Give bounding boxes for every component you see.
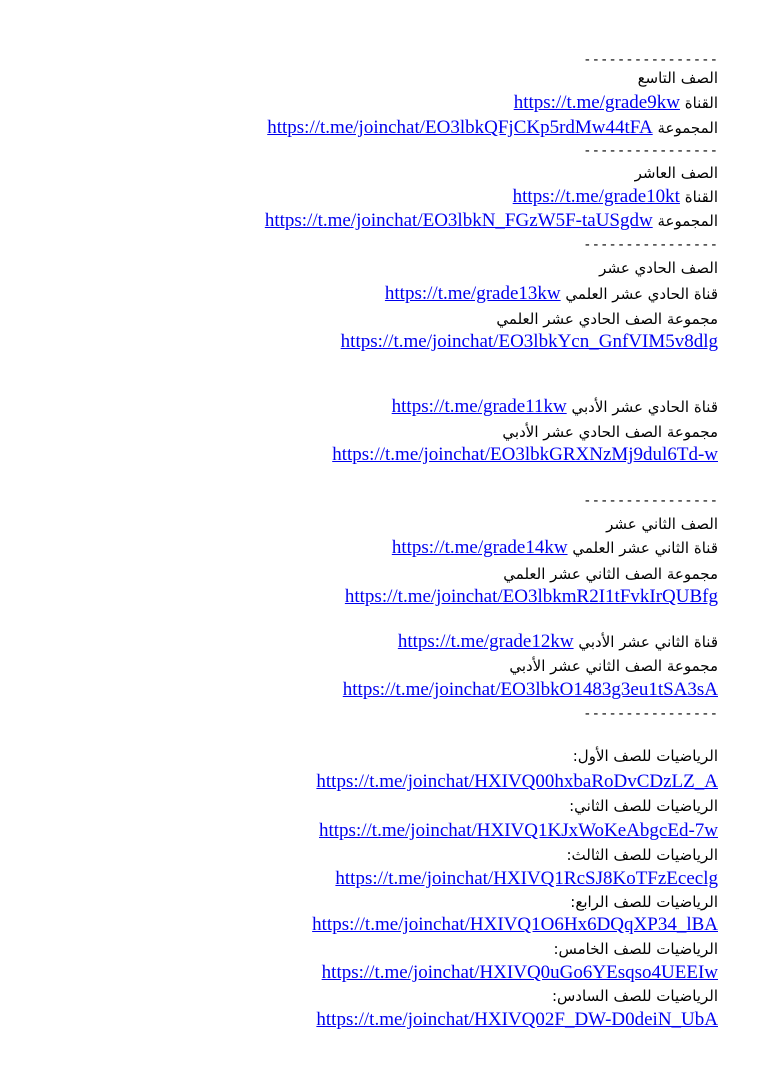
grade9-group-link[interactable]: https://t.me/joinchat/EO3lbkQFjCKp5rdMw44tFA xyxy=(267,117,653,138)
grade12-sci-channel-line xyxy=(392,538,718,558)
math-grade6-link[interactable]: https://t.me/joinchat/HXIVQ02F_DW-D0deiN_UbA xyxy=(316,1009,718,1030)
grade12-lit-channel-line xyxy=(398,632,718,652)
math-grade1-link[interactable]: https://t.me/joinchat/HXIVQ00hxbaRoDvCDzLZ_A xyxy=(316,771,718,792)
grade10-group-line xyxy=(265,211,718,231)
separator: ---------------- xyxy=(583,143,718,159)
math-grade1-label: الرياضيات للصف الأول: xyxy=(572,747,718,765)
math-grade3-link[interactable]: https://t.me/joinchat/HXIVQ1RcSJ8KoTFzEceclg xyxy=(335,868,718,889)
grade9-channel-link[interactable]: https://t.me/grade9kw xyxy=(513,92,680,113)
math-grade1-line xyxy=(316,771,718,793)
separator: ---------------- xyxy=(583,706,718,722)
grade9-channel-label: القناة xyxy=(684,94,718,112)
separator: ---------------- xyxy=(583,493,718,509)
grade9-group-line xyxy=(267,118,718,138)
grade11-sci-channel-link[interactable]: https://t.me/grade13kw xyxy=(384,283,561,304)
math-grade6-label: الرياضيات للصف السادس: xyxy=(551,987,718,1005)
grade12-lit-channel-label: قناة الثاني عشر الأدبي xyxy=(578,633,718,651)
grade10-channel-line xyxy=(513,187,718,207)
grade11-lit-group-label: مجموعة الصف الحادي عشر الأدبي xyxy=(502,423,718,441)
grade11-sci-channel-label: قناة الحادي عشر العلمي xyxy=(565,285,718,303)
math-grade5-label: الرياضيات للصف الخامس: xyxy=(553,940,718,958)
math-grade4-label: الرياضيات للصف الرابع: xyxy=(570,893,718,911)
grade11-sci-channel-line xyxy=(385,284,718,304)
grade9-channel-line xyxy=(514,93,718,113)
grade11-title: الصف الحادي عشر xyxy=(599,259,718,277)
grade12-title: الصف الثاني عشر xyxy=(606,515,718,533)
math-grade5-line xyxy=(322,962,718,984)
grade11-sci-group-link[interactable]: https://t.me/joinchat/EO3lbkYcn_GnfVIM5v8dlg xyxy=(340,331,718,352)
grade12-lit-channel-link[interactable]: https://t.me/grade12kw xyxy=(397,631,574,652)
grade11-sci-group-line xyxy=(341,331,718,353)
grade11-lit-channel-label: قناة الحادي عشر الأدبي xyxy=(571,398,718,416)
grade11-lit-group-line xyxy=(332,444,718,466)
grade9-title: الصف التاسع xyxy=(637,69,718,87)
grade12-lit-group-label: مجموعة الصف الثاني عشر الأدبي xyxy=(509,657,718,675)
grade10-group-label: المجموعة xyxy=(657,212,718,230)
grade12-sci-group-link[interactable]: https://t.me/joinchat/EO3lbkmR2I1tFvkIrQUBfg xyxy=(344,586,718,607)
math-grade3-line xyxy=(335,868,718,890)
math-grade5-link[interactable]: https://t.me/joinchat/HXIVQ0uGo6YEsqso4UEEIw xyxy=(321,962,718,983)
grade11-lit-group-link[interactable]: https://t.me/joinchat/EO3lbkGRXNzMj9dul6Td-w xyxy=(332,444,718,465)
grade12-sci-group-line xyxy=(345,586,718,608)
math-grade2-line xyxy=(319,820,718,842)
separator: ---------------- xyxy=(583,52,718,68)
grade11-sci-group-label: مجموعة الصف الحادي عشر العلمي xyxy=(496,310,718,328)
grade10-group-link[interactable]: https://t.me/joinchat/EO3lbkN_FGzW5F-taUSgdw xyxy=(264,210,653,231)
grade11-lit-channel-link[interactable]: https://t.me/grade11kw xyxy=(391,396,567,417)
grade9-group-label: المجموعة xyxy=(657,119,718,137)
grade10-title: الصف العاشر xyxy=(634,164,718,182)
math-grade4-line xyxy=(312,914,718,936)
grade12-lit-group-line xyxy=(343,679,718,701)
math-grade6-line xyxy=(316,1009,718,1031)
math-grade2-link[interactable]: https://t.me/joinchat/HXIVQ1KJxWoKeAbgcEd-7w xyxy=(319,820,718,841)
math-grade4-link[interactable]: https://t.me/joinchat/HXIVQ1O6Hx6DQqXP34_lBA xyxy=(312,914,718,935)
grade10-channel-link[interactable]: https://t.me/grade10kt xyxy=(512,186,680,207)
math-grade3-label: الرياضيات للصف الثالث: xyxy=(566,846,718,864)
separator: ---------------- xyxy=(583,237,718,253)
grade10-channel-label: القناة xyxy=(684,188,718,206)
grade12-sci-group-label: مجموعة الصف الثاني عشر العلمي xyxy=(503,565,718,583)
math-grade2-label: الرياضيات للصف الثاني: xyxy=(569,797,718,815)
grade12-sci-channel-link[interactable]: https://t.me/grade14kw xyxy=(391,537,568,558)
grade12-lit-group-link[interactable]: https://t.me/joinchat/EO3lbkO1483g3eu1tSA3sA xyxy=(342,679,718,700)
grade11-lit-channel-line xyxy=(392,397,718,417)
grade12-sci-channel-label: قناة الثاني عشر العلمي xyxy=(572,539,718,557)
